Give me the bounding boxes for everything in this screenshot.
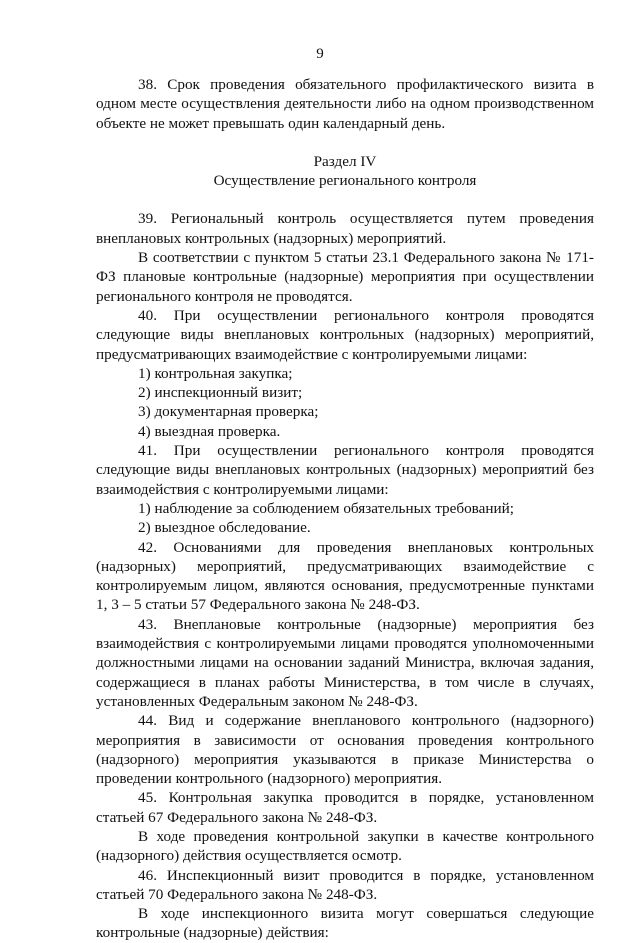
paragraph-39-b: В соответствии с пунктом 5 статьи 23.1 Федерального закона № 171-ФЗ плановые контрольные (надзорные) мероприятия при осуществлении регионального контроля не проводятся.: [96, 249, 594, 305]
list-item: 2) инспекционный визит;: [138, 384, 303, 402]
paragraph-46-b: В ходе инспекционного визита могут совершаться следующие контрольные (надзорные) действия:: [96, 905, 594, 942]
paragraph-45-b: В ходе проведения контрольной закупки в качестве контрольного (надзорного) действия осуществляется осмотр.: [96, 827, 594, 865]
paragraph-39: 39. Региональный контроль осуществляется путем проведения внеплановых контрольных (надзорных) мероприятий.: [96, 210, 594, 247]
section-number: Раздел IV: [313, 152, 377, 170]
list-item: 1) наблюдение за соблюдением обязательных требований;: [138, 499, 514, 517]
paragraph-45: 45. Контрольная закупка проводится в порядке, установленном статьей 67 Федерального закона № 248-ФЗ.: [96, 789, 594, 826]
page-number: 9: [316, 46, 324, 62]
paragraph-40: 40. При осуществлении регионального контроля проводятся следующие виды внеплановых контрольных (надзорных) мероприятий, предусматривающих взаимодействие с контролируемыми лицами:: [96, 306, 594, 363]
paragraph-42: 42. Основаниями для проведения внеплановых контрольных (надзорных) мероприятий, предусматривающих взаимодействие с контролируемым лицом, являются основания, предусмотренные пунктами 1, 3 – 5 статьи 57 Федерального закона № 248-ФЗ.: [96, 538, 594, 614]
list-item: 2) выездное обследование.: [138, 519, 311, 537]
list-item: 3) документарная проверка;: [138, 403, 319, 421]
document-body: [96, 75, 594, 943]
list-item: 1) контрольная закупка;: [138, 364, 293, 382]
section-title: Осуществление регионального контроля: [213, 172, 477, 190]
paragraph-43: 43. Внеплановые контрольные (надзорные) мероприятия без взаимодействия с контролируемыми лицами проводятся уполномоченными должностными лицами на основании заданий Министра, включая задания, содержащиеся в планах работы Министерства, в том числе в случаях, установленных Федеральным законом № 248-ФЗ.: [96, 615, 594, 710]
paragraph-46: 46. Инспекционный визит проводится в порядке, установленном статьей 70 Федерального закона № 248-ФЗ.: [96, 866, 594, 903]
paragraph-41: 41. При осуществлении регионального контроля проводятся следующие виды внеплановых контрольных (надзорных) мероприятий без взаимодействия с контролируемыми лицами:: [96, 442, 594, 498]
paragraph-38: 38. Срок проведения обязательного профилактического визита в одном месте осуществления деятельности либо на одном производственном объекте не может превышать один календарный день.: [96, 76, 594, 132]
list-item: 4) выездная проверка.: [138, 422, 281, 440]
paragraph-44: 44. Вид и содержание внепланового контрольного (надзорного) мероприятия в зависимости от основания проведения контрольного (надзорного) мероприятия указываются в приказе Министерства о проведении контрольного (надзорного) мероприятия.: [96, 712, 594, 788]
